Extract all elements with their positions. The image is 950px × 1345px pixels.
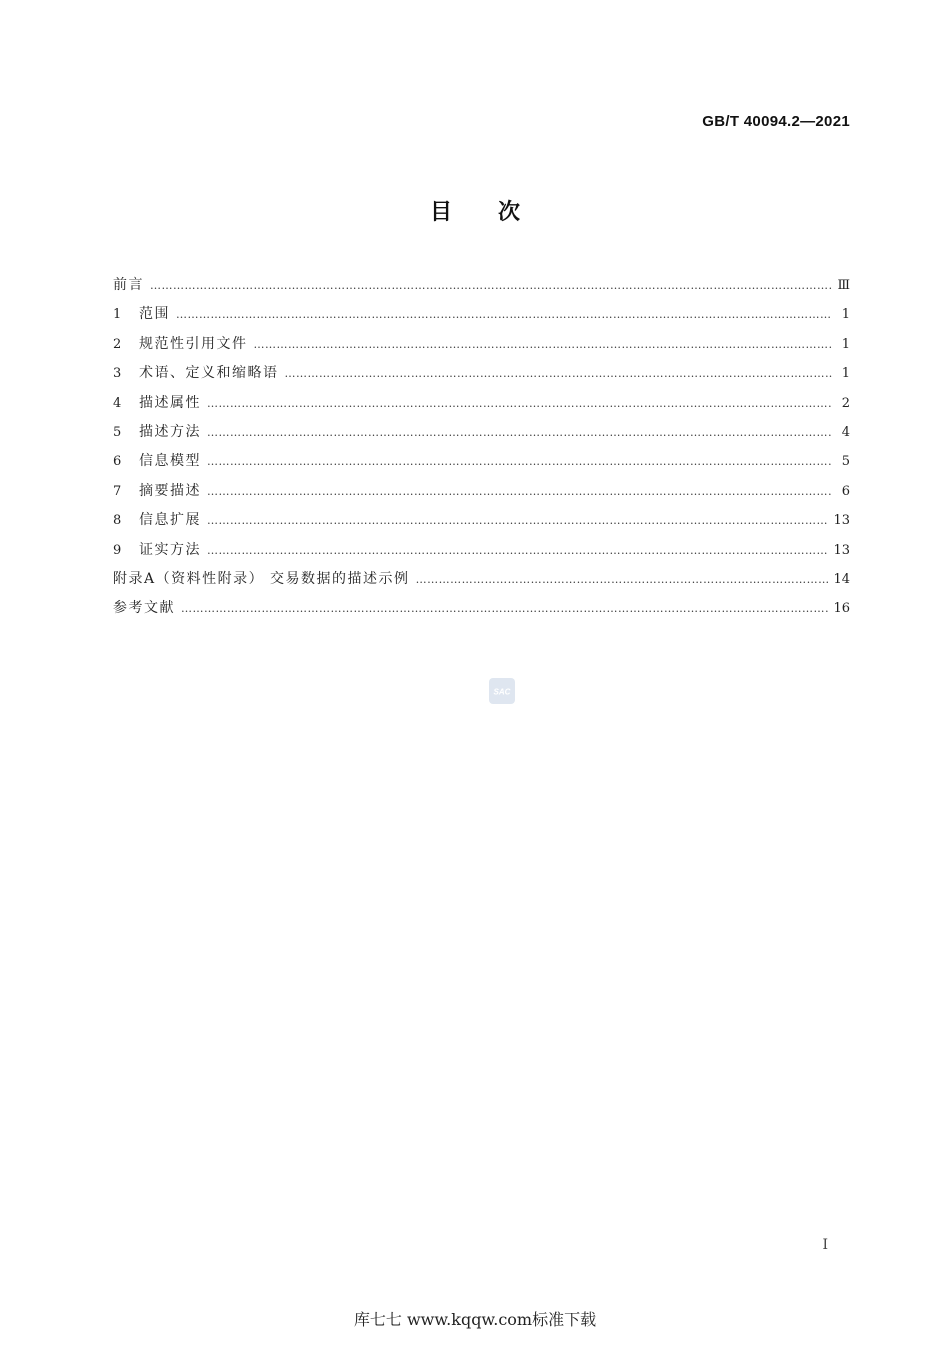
toc-entry-label: 参考文献 [113, 600, 175, 617]
toc-leader-dots [207, 506, 829, 535]
toc-leader-dots [207, 389, 832, 418]
toc-entry[interactable] [113, 300, 850, 329]
toc-entry-label: 范围 [139, 306, 170, 323]
page-number: I [822, 1237, 828, 1253]
toc-entry[interactable] [113, 536, 850, 565]
toc-entry[interactable] [113, 477, 850, 506]
toc-leader-dots [181, 594, 829, 623]
toc-entry-page: 5 [841, 454, 850, 470]
standard-number: GB/T 40094.2—2021 [702, 113, 850, 130]
toc-entry[interactable] [113, 330, 850, 359]
toc-entry-label: 描述属性 [139, 394, 201, 411]
toc-entry-page: 1 [841, 336, 850, 352]
toc-entry-number: 9 [113, 542, 122, 558]
footer-source[interactable]: 库七七 www.kqqw.com标准下载 [353, 1310, 597, 1329]
toc-leader-dots [285, 359, 833, 388]
toc-entry-page: 1 [841, 307, 850, 323]
toc-entry[interactable] [113, 418, 850, 447]
sac-logo-graphic [489, 678, 515, 704]
toc-entry-label: 附录A（资料性附录） 交易数据的描述示例 [113, 570, 410, 587]
toc-entry-label: 摘要描述 [139, 482, 201, 499]
toc-leader-dots [207, 477, 832, 506]
toc-entry-page: 13 [833, 542, 850, 558]
toc-entry-label: 信息模型 [139, 453, 201, 470]
sac-logo-icon [489, 678, 515, 704]
sac-logo-text: SAC [493, 687, 511, 697]
toc-entry-page: 13 [833, 513, 850, 529]
toc-entry[interactable] [113, 506, 850, 535]
toc-entry-number: 8 [113, 513, 122, 529]
toc-entry-page: 16 [833, 601, 850, 617]
toc-entry-page: 1 [841, 366, 850, 382]
toc-leader-dots [207, 418, 832, 447]
toc-leader-dots [176, 300, 832, 329]
toc-entry[interactable] [113, 389, 850, 418]
toc-leader-dots [207, 447, 832, 476]
toc-entry-label: 前言 [113, 277, 144, 293]
toc-entry-number: 6 [113, 454, 122, 470]
toc-entry-label: 术语、定义和缩略语 [139, 365, 279, 382]
toc-leader-dots [416, 565, 830, 594]
toc-entry[interactable] [113, 447, 850, 476]
toc-leader-dots [207, 536, 829, 565]
toc-leader-dots [150, 271, 832, 300]
toc-entry-page: 4 [841, 424, 850, 440]
toc-entry[interactable] [113, 565, 850, 594]
toc-entry-page: 6 [841, 483, 850, 499]
toc-entry-page: Ⅲ [837, 278, 850, 293]
toc-entry-label: 描述方法 [139, 423, 201, 440]
toc-leader-dots [254, 330, 833, 359]
toc-entry-number: 5 [113, 424, 122, 440]
toc-entry[interactable] [113, 359, 850, 388]
toc-entry-page: 2 [841, 395, 850, 411]
toc-entry-label: 信息扩展 [139, 512, 201, 529]
toc-entry[interactable] [113, 271, 850, 300]
toc-entry-number: 2 [113, 336, 122, 352]
toc-entry-number: 1 [113, 307, 122, 323]
page-title: 目次 [429, 200, 566, 225]
table-of-contents [113, 271, 850, 624]
toc-entry-page: 14 [833, 571, 850, 587]
toc-entry-number: 3 [113, 366, 122, 382]
toc-entry[interactable] [113, 594, 850, 623]
toc-entry-number: 7 [113, 483, 122, 499]
toc-entry-label: 证实方法 [139, 541, 201, 558]
toc-entry-number: 4 [113, 395, 122, 411]
toc-entry-label: 规范性引用文件 [139, 335, 248, 352]
